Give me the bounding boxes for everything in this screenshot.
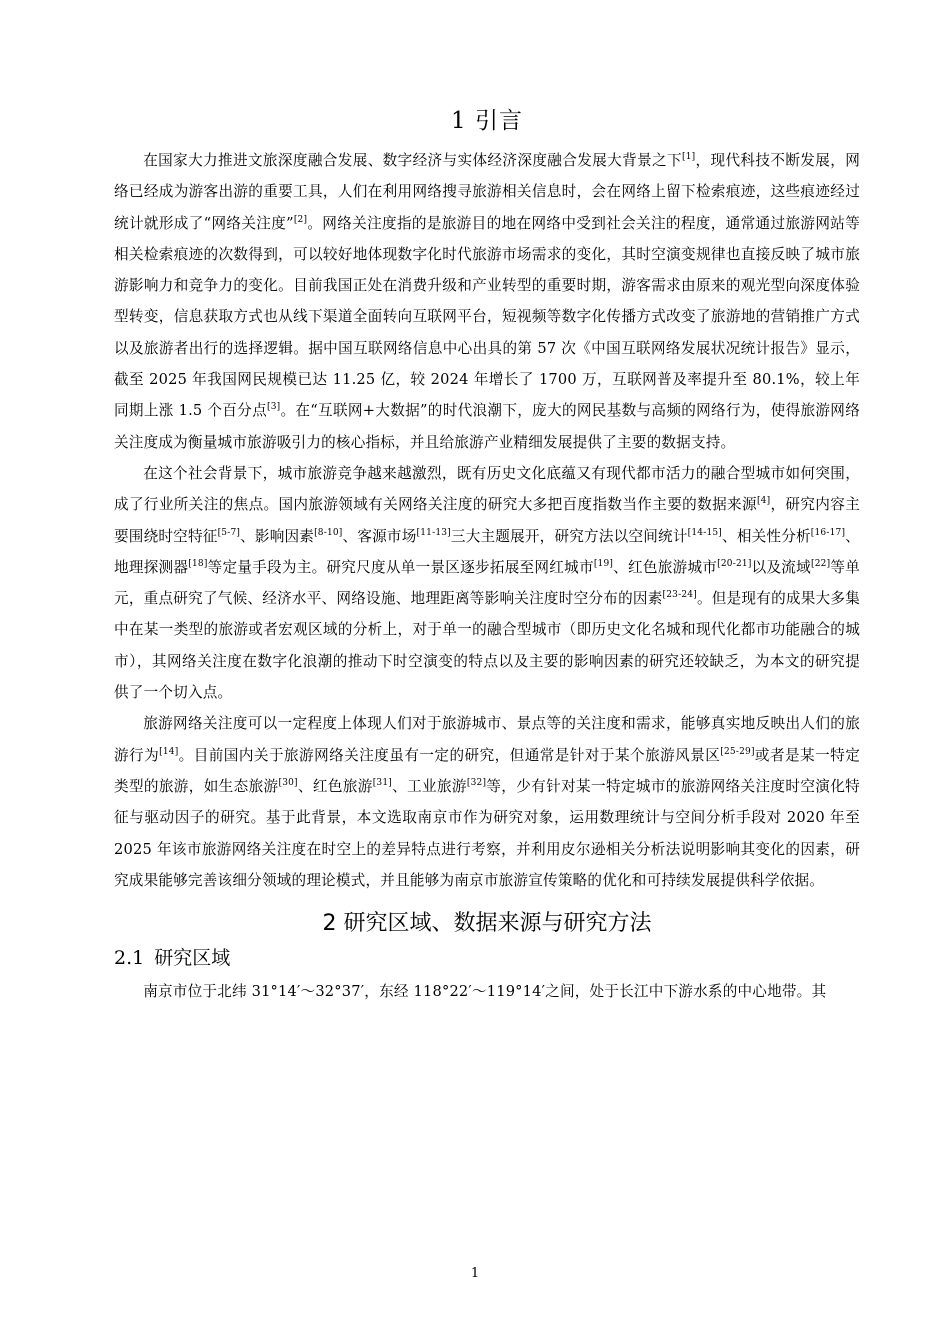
citation[interactable]: [30]	[278, 778, 298, 789]
section-1-heading: 1 引言	[451, 108, 523, 134]
document-page	[114, 96, 860, 1007]
citation[interactable]: [19]	[593, 559, 614, 569]
intro-paragraph-2	[114, 458, 860, 708]
subsection-number: 2.1	[114, 947, 145, 970]
text-run: 、红色旅游城市	[613, 558, 718, 576]
citation[interactable]: [5-7]	[217, 527, 241, 538]
text-run: 等定量手段为主。研究尺度从单一景区逐步拓展至网红城市	[207, 558, 594, 576]
text-run: 以及流域	[751, 558, 812, 576]
text-run: 。目前国内关于旅游网络关注度虽有一定的研究，但通常是针对于某个旅游风景区	[178, 746, 721, 764]
text-run: 等，少有针对某一特定城市的旅游网络关注度时空演化特征与驱动因子的研究。基于此背景，本文选取南京市作为研究对象，运用数理统计与空间分析手段对 2020 年至 2025 年该市旅游网络关注度在时空上的差异特点进行考察，并利用皮尔逊相关分析法说明影响其变化的因素，研究成果能够完善该细分领域的理论模式，并且能够为南京市旅游宣传策略的优化和可持续发展提供科学依据。	[114, 777, 860, 889]
text-run: ，现代科技不断发展，网络已经成为游客出游的重要工具，人们在利用网络搜寻旅游相关信息时，会在网络上留下检索痕迹，这些痕迹经过统计就形成了“网络关注度”	[114, 152, 860, 232]
text-run: 、红色旅游	[297, 777, 373, 795]
citation[interactable]: [20-21]	[717, 559, 752, 569]
citation[interactable]: [18]	[188, 559, 208, 569]
citation[interactable]: [32]	[466, 778, 487, 789]
text-run: 或者是某一特定类型的旅游，如生态旅游	[114, 746, 860, 795]
text-run: 在国家大力推进文旅深度融合发展、数字经济与实体经济深度融合发展大背景之下	[143, 152, 682, 169]
citation[interactable]: [11-13]	[416, 527, 451, 538]
subsection-2-1-heading	[114, 943, 860, 970]
section-2-heading: 2 研究区域、数据来源与研究方法	[322, 911, 652, 937]
citation[interactable]: [22]	[811, 559, 831, 569]
citation[interactable]: [8-10]	[314, 527, 343, 538]
text-run: 。在“互联网+大数据”的时代浪潮下，庞大的网民基数与高频的网络行为，使得旅游网络关注度成为衡量城市旅游吸引力的核心指标，并且给旅游产业精细发展提供了主要的数据支持。	[114, 402, 861, 451]
text-run: 三大主题展开，研究方法以空间统计	[450, 527, 688, 545]
citation[interactable]: [3]	[266, 402, 281, 413]
text-run: 、相关性分析	[722, 527, 811, 545]
text-run: 旅游网络关注度可以一定程度上体现人们对于旅游城市、景点等的关注度和需求，能够真实地反映出人们的旅游行为	[114, 715, 860, 764]
text-run: 在这个社会背景下，城市旅游竞争越来越激烈，既有历史文化底蕴又有现代都市活力的融合型城市如何突围，成了行业所关注的焦点。国内旅游领域有关网络关注度的研究大多把百度指数当作主要的数据来源	[114, 464, 860, 514]
citation[interactable]: [1]	[682, 152, 696, 163]
subsection-title: 研究区域	[154, 947, 231, 970]
text-run: 、地理探测器	[114, 527, 860, 576]
text-run: 。但是现有的成果大多集中在某一类型的旅游或者宏观区域的分析上，对于单一的融合型城市（即历史文化名城和现代化都市功能融合的城市），其网络关注度在数字化浪潮的推动下时空演变的特点以及主要的影响因素的研究还较缺乏，为本文的研究提供了一个切入点。	[114, 590, 861, 702]
text-run: 、影响因素	[240, 527, 315, 545]
citation[interactable]: [2]	[293, 214, 308, 225]
citation[interactable]: [14-15]	[687, 527, 723, 538]
citation[interactable]: [16-17]	[810, 527, 846, 538]
study-area-paragraph: 南京市位于北纬 31°14′～32°37′，东经 118°22′～119°14′之间，处于长江中下游水系的中心地带。其	[143, 983, 827, 1001]
citation[interactable]: [14]	[159, 746, 179, 757]
citation[interactable]: [25-29]	[720, 746, 755, 757]
citation[interactable]: [31]	[372, 778, 392, 789]
intro-paragraph-1	[114, 145, 860, 458]
text-run: 等单元，重点研究了气候、经济水平、网络设施、地理距离等影响关注度时空分布的因素	[114, 558, 861, 608]
page-number: 1	[470, 1266, 480, 1281]
text-run: 。网络关注度指的是旅游目的地在网络中受到社会关注的程度，通常通过旅游网站等相关检索痕迹的次数得到，可以较好地体现数字化时代旅游市场需求的变化，其时空演变规律也直接反映了城市旅游影响力和竞争力的变化。目前我国正处在消费升级和产业转型的重要时期，游客需求由原来的观光型向深度体验型转变，信息获取方式也从线下渠道全面转向互联网平台，短视频等数字化传播方式改变了旅游地的营销推广方式以及旅游者出行的选择逻辑。据中国互联网络信息中心出具的第 57 次《中国互联网络发展状况统计报告》显示，截至 2025 年我国网民规模已达 11.25 亿，较 2024 年增长了 1700 万，互联网普及率提升至 80.1%，较上年同期上涨 1.5 个百分点	[114, 214, 860, 420]
intro-paragraph-3	[114, 708, 860, 896]
text-run: 、客源市场	[342, 527, 417, 545]
text-run: 、工业旅游	[391, 777, 467, 795]
citation[interactable]: [4]	[756, 496, 771, 507]
citation[interactable]: [23-24]	[662, 590, 697, 601]
text-run: ，研究内容主要围绕时空特征	[114, 496, 861, 545]
